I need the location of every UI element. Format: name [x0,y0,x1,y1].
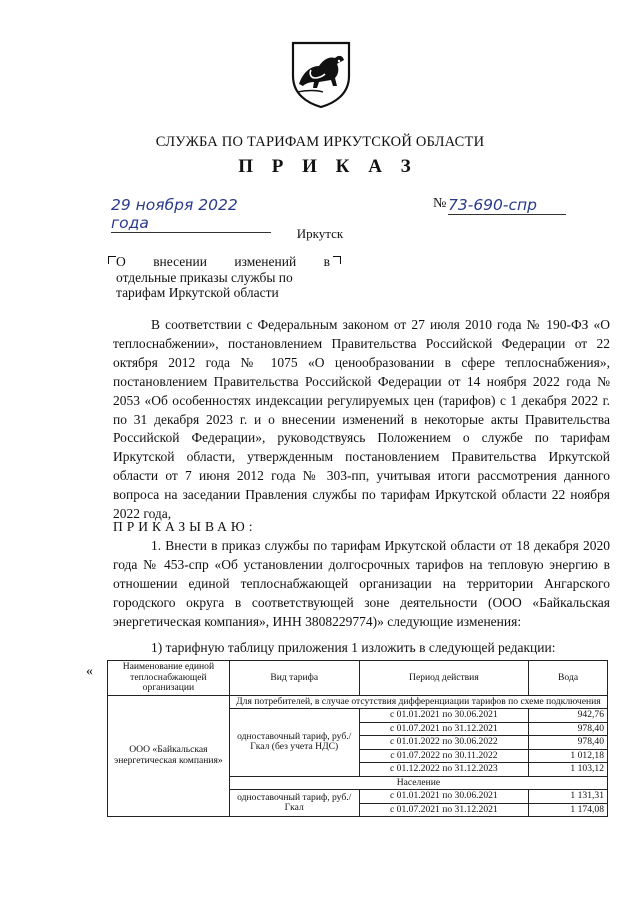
header-period: Период действия [359,661,529,696]
document-title: П Р И К А З [238,156,418,177]
org-name-cell: ООО «Байкальская энергетическая компания» [108,695,230,817]
period-cell: с 01.01.2021 по 30.06.2021 [359,790,529,804]
subject-bracket-left [108,256,116,264]
value-cell: 1 012,18 [529,749,608,763]
opening-quote-mark: « [86,664,93,679]
tariff-type-cell: одноставочный тариф, руб./Гкал [229,790,359,817]
table-header-row [108,661,608,696]
section-population: Население [229,776,607,790]
subject-line-3: тарифам Иркутской области [116,285,279,300]
order-subject [116,254,330,301]
value-cell: 1 131,31 [529,790,608,804]
header-org: Наименование единой теплоснабжающей организации [108,661,230,696]
item-1-subitem-1: 1) тарифную таблицу приложения 1 изложить в следующей редакции: [151,640,556,655]
period-cell: с 01.07.2021 по 31.12.2021 [359,722,529,736]
handwritten-order-number: 73-690-спр [448,196,566,215]
table-row [108,695,608,709]
subject-word: О [116,254,126,269]
value-cell: 1 174,08 [529,803,608,817]
city-name: Иркутск [296,226,344,241]
period-cell: с 01.12.2022 по 31.12.2023 [359,763,529,777]
period-cell: с 01.01.2021 по 30.06.2021 [359,709,529,723]
value-cell: 978,40 [529,722,608,736]
period-cell: с 01.01.2022 по 30.06.2022 [359,736,529,750]
irkutsk-coat-of-arms-icon [289,40,353,108]
subject-line-1 [116,254,330,270]
period-cell: с 01.07.2022 по 30.11.2022 [359,749,529,763]
subject-bracket-right [333,256,341,264]
tariff-type-cell: одноставочный тариф, руб./Гкал (без учета НДС) [229,709,359,777]
header-water: Вода [529,661,608,696]
subject-word: внесении [153,254,207,269]
decree-word: ПРИКАЗЫВАЮ: [113,519,257,534]
section-consumers: Для потребителей, в случае отсутствия дифференциации тарифов по схеме подключения [229,695,607,709]
period-cell: с 01.07.2021 по 31.12.2021 [359,803,529,817]
value-cell: 942,76 [529,709,608,723]
item-1-paragraph: 1. Внести в приказ службы по тарифам Иркутской области от 18 декабря 2020 года № 453-спр «Об установлении долгосрочных тарифов на тепловую энергию в отношении единой теплоснабжающей организации на территории Ангарского городского округа в соответствующей зоне деятельности (ООО «Байкальская энергетическая компания», ИНН 3808229774)» следующие изменения: [113,538,610,629]
subject-word: в [323,254,330,269]
preamble-paragraph: В соответствии с Федеральным законом от 27 июля 2010 года № 190-ФЗ «О теплоснабжении», постановлением Правительства Российской Федерации от 22 октября 2012 года № 1075 «О ценообразовании в сфере теплоснабжения», постановлением Правительства Российской Федерации от 14 ноября 2022 года № 2053 «Об особенностях индексации регулируемых цен (тарифов) с 1 декабря 2022 г. по 31 декабря 2023 г. и о внесении изменений в некоторые акты Правительства Российской Федерации», руководствуясь Положением о службе по тарифам Иркутской области, утвержденным постановлением Правительства Иркутской области от 7 июня 2012 года № 303-пп, учитывая итоги рассмотрения данного вопроса на заседании Правления службы по тарифам Иркутской области 22 ноября 2022 года, [113,317,610,522]
value-cell: 1 103,12 [529,763,608,777]
agency-name: СЛУЖБА ПО ТАРИФАМ ИРКУТСКОЙ ОБЛАСТИ [155,134,485,150]
number-sign: № [433,196,447,211]
tariff-table [107,660,608,817]
subject-word: изменений [234,254,297,269]
header-tariff-type: Вид тарифа [229,661,359,696]
handwritten-date: 29 ноября 2022 года [111,196,271,233]
value-cell: 978,40 [529,736,608,750]
subject-line-2: отдельные приказы службы по [116,269,293,285]
